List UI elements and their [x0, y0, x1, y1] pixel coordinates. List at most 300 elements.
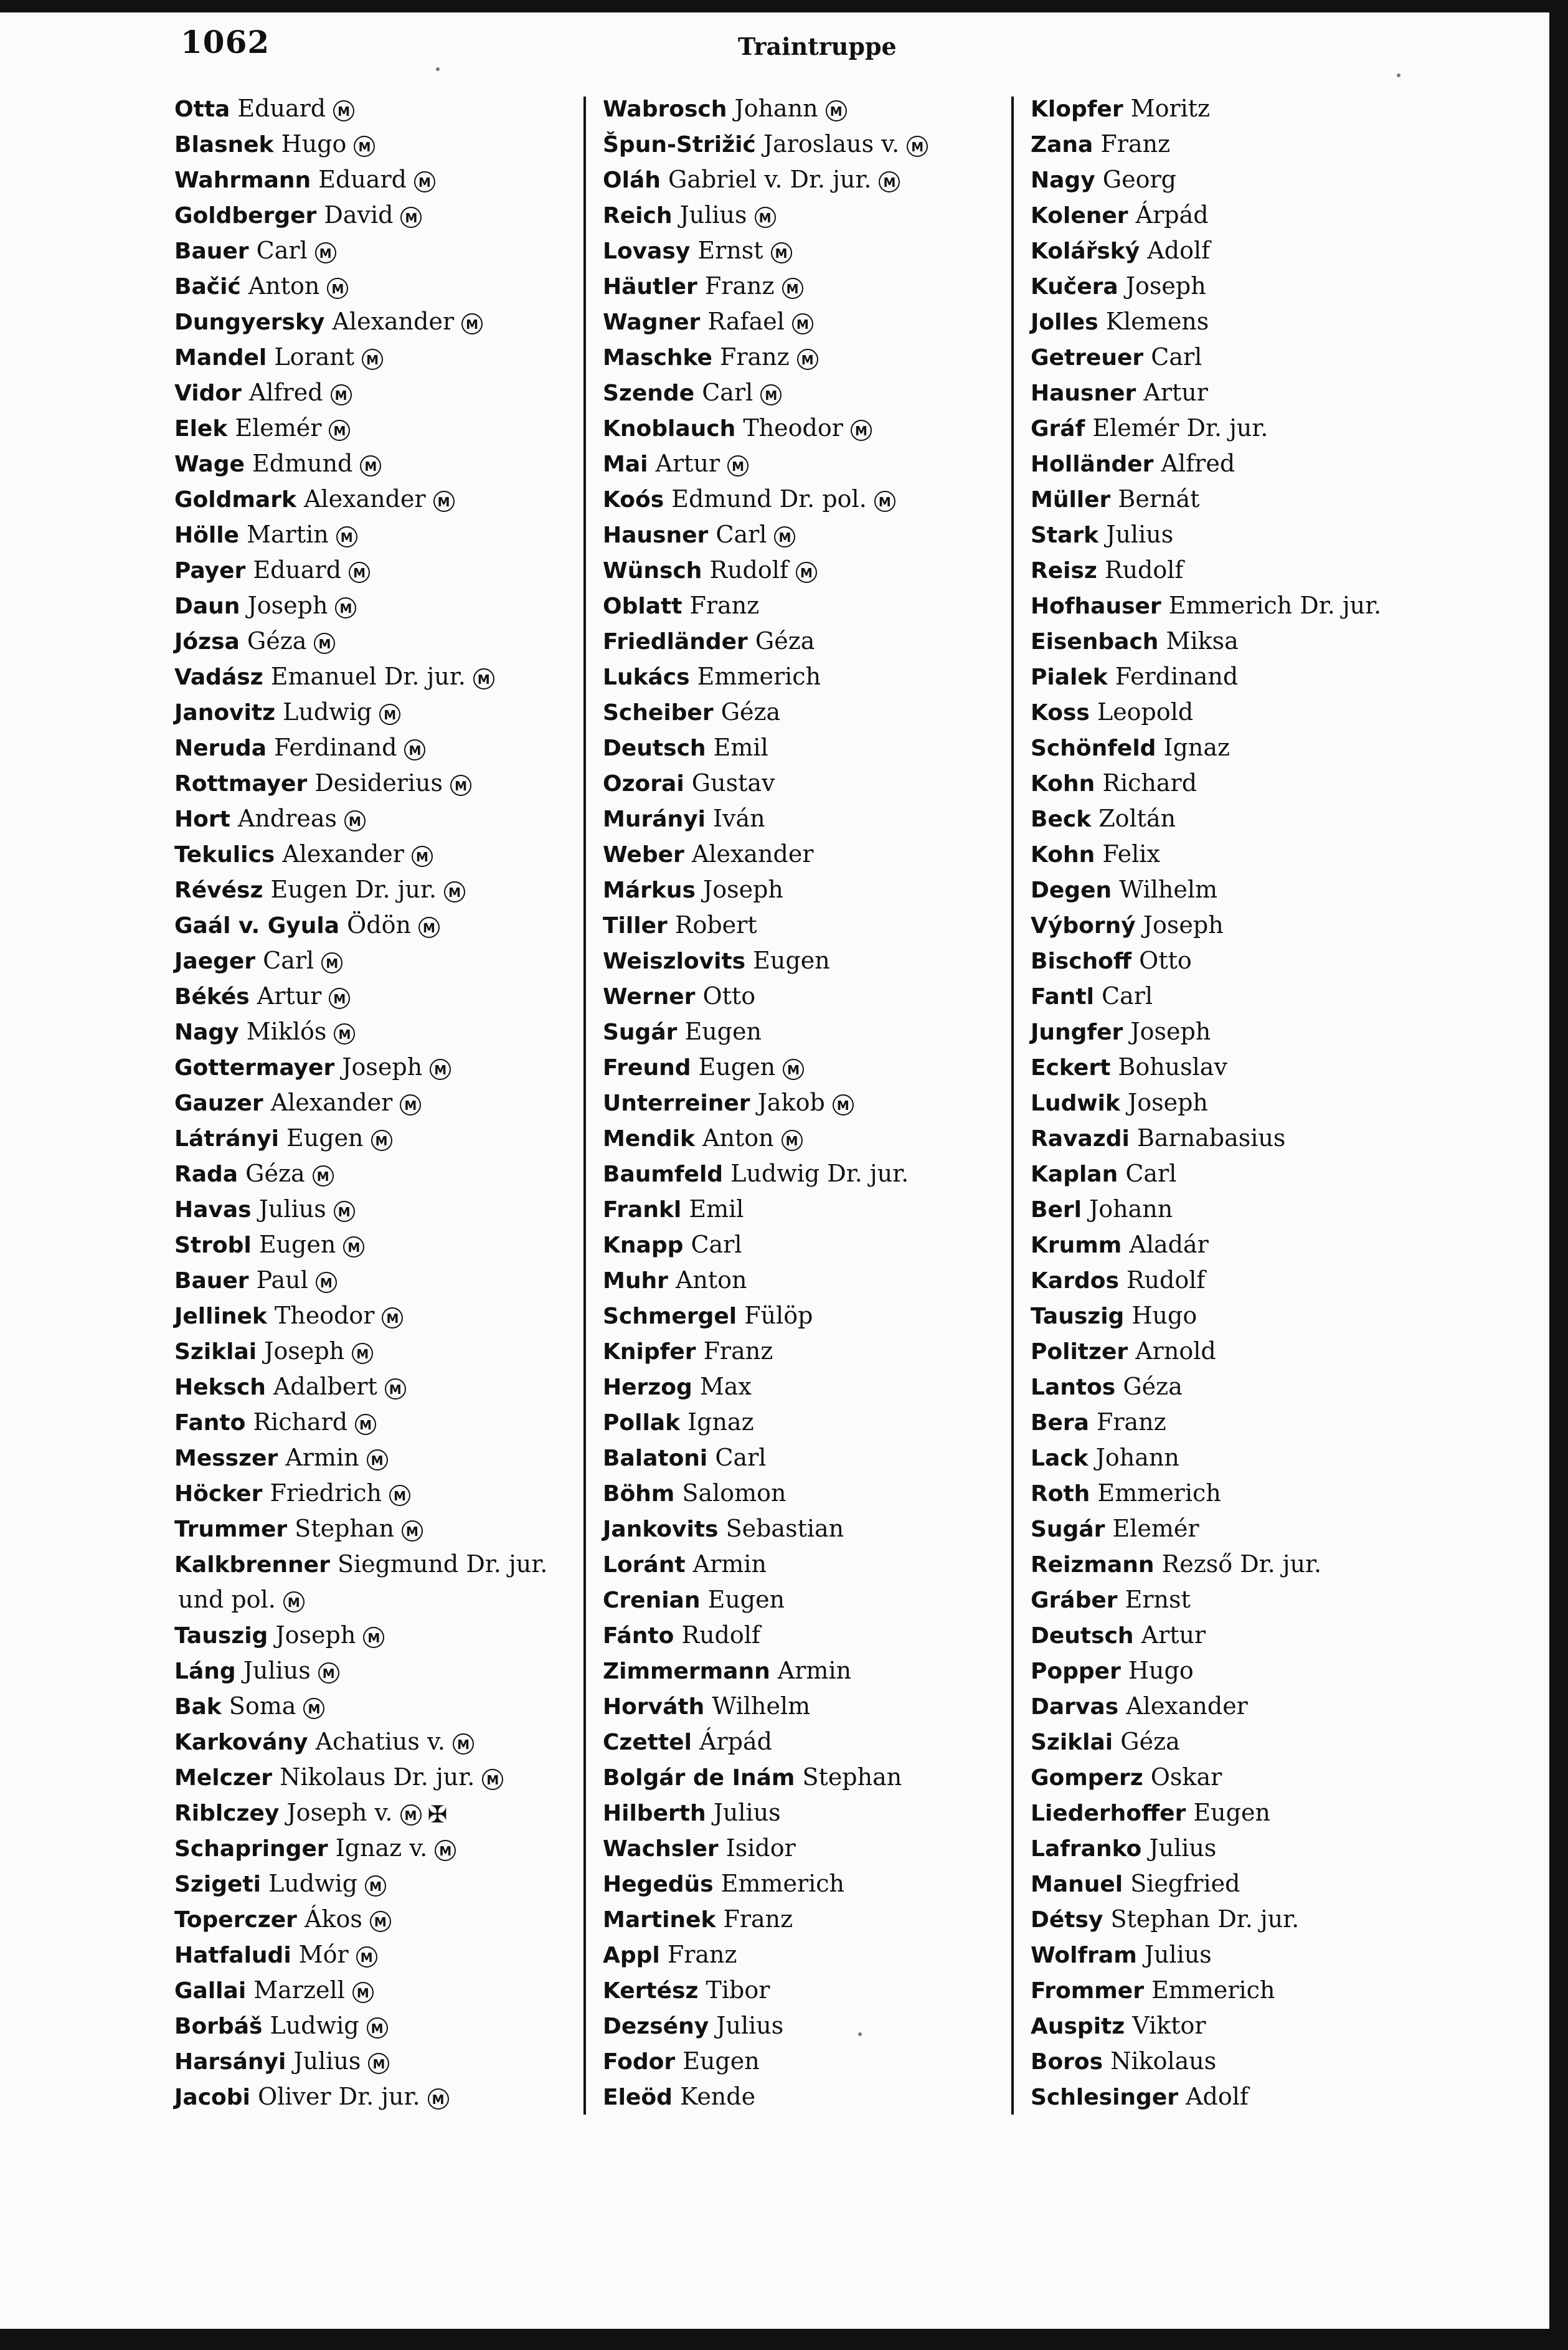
given-name: Emil: [713, 734, 768, 761]
surname: Darvas: [1031, 1694, 1119, 1720]
name-entry: [603, 1298, 1001, 1334]
given-name: Richard: [253, 1408, 348, 1436]
given-name: Géza: [247, 627, 307, 655]
given-name: Miklós: [246, 1018, 327, 1045]
medal-icon: M: [355, 1414, 376, 1435]
surname: Kučera: [1031, 274, 1118, 300]
medal-icon: M: [362, 349, 383, 370]
given-name: Joseph: [702, 876, 783, 903]
surname: Karkovány: [174, 1730, 308, 1755]
medal-icon: M: [327, 278, 348, 299]
given-name: Emmerich: [1151, 1976, 1275, 2004]
name-entry: [174, 1440, 573, 1476]
name-entry: [1031, 730, 1479, 765]
given-name: Alexander: [270, 1089, 393, 1116]
surname: Auspitz: [1031, 2014, 1125, 2039]
given-name: Elemér: [235, 414, 322, 442]
name-entry: [603, 1760, 1001, 1795]
given-name: Alfred: [1161, 450, 1235, 477]
name-entry: [174, 1653, 573, 1689]
given-name: Wilhelm: [1119, 876, 1218, 903]
medal-icon: M: [444, 881, 465, 903]
given-name: Johann: [1089, 1195, 1173, 1223]
given-name: Alexander: [282, 840, 404, 868]
name-entry: [603, 552, 1001, 588]
name-entry: [603, 1724, 1001, 1760]
page-number: 1062: [181, 24, 270, 60]
surname: Fodor: [603, 2049, 676, 2075]
name-entry: [603, 1795, 1001, 1831]
surname: Weber: [603, 842, 684, 868]
surname: Häutler: [603, 274, 697, 300]
speck: [858, 2032, 862, 2036]
medal-icon: M: [360, 455, 381, 476]
name-entry: [174, 801, 573, 836]
title-suffix: Dr. jur.: [1217, 1905, 1300, 1933]
given-name: Nikolaus: [1110, 2047, 1217, 2075]
surname: Unterreiner: [603, 1091, 750, 1116]
surname: Vidor: [174, 381, 242, 406]
surname: Schlesinger: [1031, 2085, 1178, 2110]
surname: Heksch: [174, 1375, 266, 1400]
name-entry: [1031, 1689, 1479, 1724]
name-entry: [603, 872, 1001, 907]
surname: Böhm: [603, 1481, 675, 1507]
medal-icon: M: [435, 1840, 456, 1861]
given-name: Lorant: [274, 343, 355, 371]
given-name: Adolf: [1147, 237, 1211, 264]
surname: Oblatt: [603, 594, 682, 619]
given-name: Julius: [716, 2012, 784, 2039]
surname: Hort: [174, 807, 230, 832]
given-name: Edmund: [671, 485, 772, 513]
given-name: Max: [699, 1373, 752, 1400]
medal-icon: M: [400, 1094, 421, 1116]
surname: Muhr: [603, 1268, 668, 1294]
surname: Gottermayer: [174, 1055, 335, 1081]
name-entry: [1031, 1405, 1479, 1440]
given-name: Stephan: [1110, 1905, 1211, 1933]
speck: [1397, 73, 1400, 77]
surname: Payer: [174, 558, 246, 584]
surname: Kohn: [1031, 771, 1095, 797]
medal-icon: M: [356, 1946, 377, 1968]
name-entry: [1031, 1760, 1479, 1795]
name-entry: [603, 1263, 1001, 1298]
name-entry: [1031, 268, 1479, 304]
given-name: Emmerich: [1097, 1479, 1221, 1507]
name-entry: [603, 1653, 1001, 1689]
given-name: Leopold: [1097, 698, 1194, 726]
given-name: Nikolaus: [280, 1763, 386, 1791]
surname: Mandel: [174, 345, 267, 371]
medal-icon: M: [334, 1023, 355, 1045]
name-entry: [603, 446, 1001, 481]
given-name: Moritz: [1130, 95, 1211, 122]
name-entry: [603, 233, 1001, 268]
name-entry: [1031, 2008, 1479, 2044]
name-entry: [174, 1511, 573, 1547]
given-name: Martin: [247, 521, 329, 548]
name-entry: [1031, 1582, 1479, 1618]
surname: Herzog: [603, 1375, 692, 1400]
name-entry: [174, 1795, 573, 1831]
surname: Békés: [174, 984, 250, 1010]
given-name: Carl: [702, 379, 753, 406]
name-entry: [174, 1156, 573, 1192]
surname: Mendik: [603, 1126, 695, 1152]
medal-icon: M: [482, 1769, 503, 1790]
medal-icon: M: [879, 171, 900, 192]
surname: Gráber: [1031, 1588, 1118, 1613]
surname: Eisenbach: [1031, 629, 1159, 655]
given-name: Árpád: [699, 1728, 772, 1755]
given-name: Carl: [1102, 982, 1153, 1010]
given-name: Rudolf: [1104, 556, 1184, 584]
surname: Jankovits: [603, 1517, 719, 1542]
given-name: Hugo: [1128, 1657, 1194, 1684]
surname: Ozorai: [603, 771, 684, 797]
given-name: Franz: [689, 592, 760, 619]
given-name: Franz: [1100, 130, 1171, 158]
given-name: Barnabasius: [1136, 1124, 1286, 1152]
given-name: Oliver: [257, 2083, 331, 2110]
name-entry: [1031, 1973, 1479, 2008]
name-entry: [1031, 765, 1479, 801]
surname: Wabrosch: [603, 97, 727, 122]
given-name: Ignaz: [687, 1408, 754, 1436]
given-name: Richard: [1102, 769, 1197, 797]
name-entry: [1031, 1440, 1479, 1476]
surname: Werner: [603, 984, 696, 1010]
given-name: Fülöp: [744, 1302, 813, 1329]
name-entry: [1031, 943, 1479, 978]
given-name: Bernát: [1118, 485, 1200, 513]
medal-icon: M: [354, 136, 375, 157]
given-name: Ludwig: [730, 1160, 820, 1187]
given-name: Joseph: [247, 592, 328, 619]
surname: Czettel: [603, 1730, 692, 1755]
given-name: Carl: [716, 521, 767, 548]
given-name: Eugen: [682, 2047, 760, 2075]
name-entry: [174, 304, 573, 339]
medal-icon: M: [316, 1272, 337, 1293]
medal-icon: M: [314, 633, 335, 654]
surname: Bera: [1031, 1410, 1089, 1436]
given-name: Emmerich: [1168, 592, 1293, 619]
given-name: Ernst: [1125, 1586, 1191, 1613]
medal-icon: M: [379, 704, 400, 725]
surname: Borbáš: [174, 2014, 263, 2039]
surname: Ravazdi: [1031, 1126, 1130, 1152]
name-entry: [603, 730, 1001, 765]
surname: Crenian: [603, 1588, 701, 1613]
surname: Ludwik: [1031, 1091, 1120, 1116]
surname: Bolgár de Inám: [603, 1765, 795, 1791]
name-entry: [603, 2008, 1001, 2044]
name-entry: [1031, 978, 1479, 1014]
surname: Getreuer: [1031, 345, 1144, 371]
given-name: Franz: [667, 1941, 737, 1968]
medal-icon: M: [363, 1627, 384, 1648]
surname: Holländer: [1031, 452, 1154, 477]
name-entry: [603, 481, 1001, 517]
surname: Maschke: [603, 345, 712, 371]
medal-icon: M: [418, 917, 440, 938]
medal-icon: M: [389, 1485, 410, 1506]
given-name: Robert: [674, 911, 757, 939]
surname: Gaál v. Gyula: [174, 913, 340, 939]
given-name: Georg: [1102, 166, 1176, 193]
name-entry: [603, 517, 1001, 552]
given-name: Artur: [257, 982, 322, 1010]
surname: Weiszlovits: [603, 949, 746, 974]
given-name: Ludwig: [268, 1870, 358, 1897]
name-entry: [174, 446, 573, 481]
name-entry: [1031, 1795, 1479, 1831]
given-name: Oskar: [1150, 1763, 1222, 1791]
name-entry: [1031, 552, 1479, 588]
surname: Tekulics: [174, 842, 275, 868]
title-suffix: Dr. jur.: [1300, 592, 1382, 619]
given-name: Joseph: [1143, 911, 1224, 939]
name-entry: [174, 943, 573, 978]
given-name: Alexander: [691, 840, 814, 868]
surname: Bauer: [174, 239, 249, 264]
given-name: Emanuel: [270, 663, 377, 690]
given-name: Árpád: [1135, 201, 1209, 229]
name-entry: [1031, 801, 1479, 836]
title-suffix: v. Dr. jur.: [764, 166, 872, 193]
medal-icon: M: [367, 2017, 388, 2039]
medal-icon: M: [755, 207, 776, 228]
surname: Stark: [1031, 523, 1099, 548]
surname: Frankl: [603, 1197, 682, 1223]
given-name: Eugen: [753, 947, 830, 974]
name-entry: [1031, 1831, 1479, 1866]
surname: Blasnek: [174, 132, 274, 158]
name-entry: [603, 623, 1001, 659]
medal-icon: M: [343, 1236, 364, 1258]
name-entry: [174, 517, 573, 552]
medal-icon: M: [370, 1911, 391, 1932]
given-name: Franz: [703, 1337, 773, 1365]
medal-icon: M: [433, 491, 455, 512]
surname: Deutsch: [1031, 1623, 1134, 1649]
given-name: Artur: [1143, 379, 1208, 406]
given-name: Rezső: [1161, 1550, 1233, 1578]
name-entry: [174, 1334, 573, 1369]
name-entry: [1031, 410, 1479, 446]
medal-icon: M: [400, 1804, 422, 1826]
name-entry: [174, 1049, 573, 1085]
given-name: Emil: [689, 1195, 744, 1223]
surname: Oláh: [603, 168, 661, 193]
medal-icon: M: [400, 207, 422, 228]
title-suffix: v.: [427, 1728, 446, 1755]
name-entry: [603, 126, 1001, 162]
given-name: Eugen: [1193, 1799, 1270, 1826]
name-entry: [603, 339, 1001, 375]
surname: Kolener: [1031, 203, 1128, 229]
given-name: Julius: [713, 1799, 781, 1826]
name-entry: [603, 1547, 1001, 1582]
surname: Horváth: [603, 1694, 705, 1720]
given-name: Ignaz: [335, 1834, 402, 1862]
name-entry: [174, 1689, 573, 1724]
name-entry: [603, 1369, 1001, 1405]
medal-icon: M: [727, 455, 749, 476]
name-entry: [1031, 836, 1479, 872]
name-entry: [603, 1049, 1001, 1085]
surname: Hausner: [1031, 381, 1136, 406]
given-name: Alexander: [1126, 1692, 1248, 1720]
surname: Wage: [174, 452, 245, 477]
name-entry: [1031, 1334, 1479, 1369]
title-suffix: Dr. jur.: [338, 2083, 420, 2110]
page-title: Traintruppe: [738, 32, 897, 60]
given-name: Franz: [704, 272, 775, 300]
name-entry: [1031, 1866, 1479, 1902]
name-entry: [603, 1014, 1001, 1049]
surname: Reizmann: [1031, 1552, 1155, 1578]
surname: Kertész: [603, 1978, 699, 2004]
name-entry: [603, 588, 1001, 623]
given-name: Felix: [1102, 840, 1160, 868]
surname: Jolles: [1031, 310, 1098, 335]
name-entry: [174, 836, 573, 872]
name-entry: [1031, 339, 1479, 375]
given-name: Rudolf: [1126, 1266, 1206, 1294]
given-name: Stephan: [295, 1515, 394, 1542]
given-name: Ignaz: [1163, 734, 1230, 761]
medal-icon: M: [336, 526, 357, 547]
name-entry: [1031, 1121, 1479, 1156]
given-name: Julius: [1149, 1834, 1217, 1862]
surname: Müller: [1031, 487, 1111, 513]
name-entry: [1031, 623, 1479, 659]
given-name: Andreas: [237, 805, 337, 832]
surname: Lafranko: [1031, 1836, 1142, 1862]
name-entry: [1031, 1192, 1479, 1227]
surname: Dezsény: [603, 2014, 709, 2039]
given-name: Eduard: [237, 95, 326, 122]
given-name: Siegmund: [337, 1550, 459, 1578]
surname: Hegedüs: [603, 1872, 714, 1897]
surname: Knapp: [603, 1233, 684, 1258]
surname: Wachsler: [603, 1836, 719, 1862]
column-divider-2: [1011, 97, 1014, 2115]
medal-icon: M: [344, 810, 366, 832]
name-entry: [603, 91, 1001, 126]
medal-icon: M: [365, 1875, 386, 1897]
given-name: Artur: [655, 450, 720, 477]
name-entry: [1031, 126, 1479, 162]
given-name: Joseph: [286, 1799, 367, 1826]
name-entry: [603, 694, 1001, 730]
name-entry: [1031, 446, 1479, 481]
name-entry: [174, 410, 573, 446]
surname: Kardos: [1031, 1268, 1119, 1294]
given-name: Ferdinand: [1115, 663, 1239, 690]
given-name: Anton: [675, 1266, 747, 1294]
surname: Pialek: [1031, 665, 1108, 690]
name-entry: [174, 659, 573, 694]
speck: [436, 67, 440, 71]
given-name: Stephan: [802, 1763, 902, 1791]
given-name: Jaroslaus: [763, 130, 874, 158]
given-name: Alexander: [332, 308, 455, 335]
medal-icon: M: [796, 562, 817, 583]
given-name: Ludwig: [283, 698, 372, 726]
title-suffix: Dr. jur.: [466, 1550, 548, 1578]
name-entry: [603, 1227, 1001, 1263]
medal-icon: M: [428, 2088, 449, 2110]
name-entry: [174, 1192, 573, 1227]
surname: Tauszig: [1031, 1304, 1125, 1329]
name-entry: [174, 91, 573, 126]
name-entry: [603, 943, 1001, 978]
given-name: Miksa: [1166, 627, 1239, 655]
surname: Látrányi: [174, 1126, 279, 1152]
given-name: Emmerich: [720, 1870, 845, 1897]
name-entry: [174, 765, 573, 801]
medal-icon: M: [907, 136, 928, 157]
name-entry: [1031, 1227, 1479, 1263]
name-entry: [603, 1476, 1001, 1511]
given-name: Ödön: [347, 911, 411, 939]
name-entry: [1031, 1476, 1479, 1511]
name-entry: [603, 1334, 1001, 1369]
name-entry: [174, 1476, 573, 1511]
name-entry: [174, 126, 573, 162]
surname: Nagy: [1031, 168, 1095, 193]
medal-icon: M: [774, 526, 795, 547]
name-entry: [1031, 1085, 1479, 1121]
surname: Baumfeld: [603, 1162, 724, 1187]
medal-icon: M: [313, 1165, 334, 1187]
medal-icon: M: [851, 420, 872, 441]
name-entry: [174, 1760, 573, 1795]
surname: Hofhauser: [1031, 594, 1161, 619]
surname: Jaeger: [174, 949, 256, 974]
given-name: Carl: [263, 947, 314, 974]
name-entry: [174, 1866, 573, 1902]
surname: Józsa: [174, 629, 240, 655]
name-entry: [174, 2079, 573, 2115]
title-suffix: Dr. jur.: [393, 1763, 475, 1791]
medal-icon: M: [473, 668, 494, 689]
surname: Jungfer: [1031, 1020, 1123, 1045]
name-entry: [1031, 197, 1479, 233]
name-entry: [1031, 1653, 1479, 1689]
name-entry: [174, 1547, 573, 1582]
surname: Gomperz: [1031, 1765, 1143, 1791]
name-entry: [1031, 1298, 1479, 1334]
given-name: Gustav: [691, 769, 775, 797]
surname: Friedländer: [603, 629, 748, 655]
medal-icon: M: [352, 1343, 373, 1364]
name-entry: [1031, 694, 1479, 730]
surname: Daun: [174, 594, 240, 619]
name-entry: [1031, 481, 1479, 517]
surname: Jellinek: [174, 1304, 267, 1329]
surname: Elek: [174, 416, 228, 442]
name-entry: [1031, 1049, 1479, 1085]
given-name: Carl: [715, 1444, 767, 1471]
given-name: Friedrich: [270, 1479, 382, 1507]
name-entry: [603, 1121, 1001, 1156]
